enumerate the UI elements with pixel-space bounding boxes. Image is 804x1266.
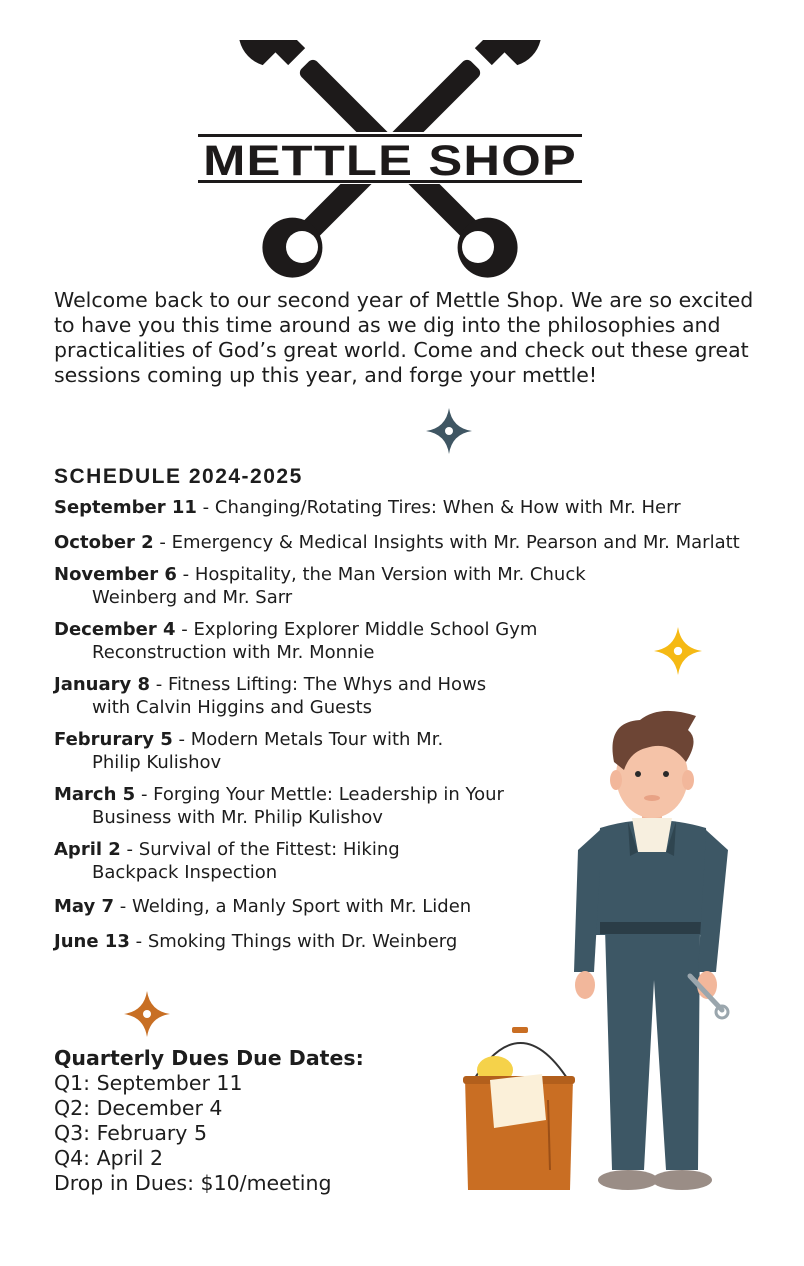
schedule-date: September 11 xyxy=(54,497,197,518)
schedule-item: May 7 - Welding, a Manly Sport with Mr. Liden xyxy=(54,896,472,917)
schedule-item: March 5 - Forging Your Mettle: Leadership in Your Business with Mr. Philip Kulishov xyxy=(54,784,504,828)
schedule-item: Februrary 5 - Modern Metals Tour with Mr. Philip Kulishov xyxy=(54,729,444,773)
sparkle-icon xyxy=(124,991,170,1037)
schedule-date: Februrary 5 xyxy=(54,729,173,750)
bucket-icon xyxy=(463,1027,575,1190)
quarterly-dues xyxy=(54,1046,364,1196)
dues-line: Q1: September 11 xyxy=(54,1071,243,1095)
schedule-desc: Modern Metals Tour with Mr. Philip Kulishov xyxy=(92,729,444,773)
schedule-item: January 8 - Fitness Lifting: The Whys and Hows with Calvin Higgins and Guests xyxy=(54,674,487,718)
dues-line: Q4: April 2 xyxy=(54,1146,164,1170)
intro-paragraph: Welcome back to our second year of Mettle Shop. We are so excited to have you this time around as we dig into the philosophies and practicalities of God’s great world. Come and check out these great sessions coming up this year, and forge your mettle! xyxy=(54,288,754,387)
schedule-item: December 4 - Exploring Explorer Middle School Gym Reconstruction with Mr. Monnie xyxy=(54,619,538,663)
logo-title: METTLE SHOP xyxy=(203,137,577,185)
dues-line: Q3: February 5 xyxy=(54,1121,207,1145)
schedule-item: April 2 - Survival of the Fittest: Hiking Backpack Inspection xyxy=(54,839,400,883)
mettle-shop-logo xyxy=(190,40,590,280)
schedule-item: September 11 - Changing/Rotating Tires: When & How with Mr. Herr xyxy=(54,497,681,518)
schedule-date: March 5 xyxy=(54,784,136,805)
schedule-desc: Survival of the Fittest: Hiking Backpack Inspection xyxy=(92,839,400,883)
schedule-date: May 7 xyxy=(54,896,115,917)
schedule-desc: Smoking Things with Dr. Weinberg xyxy=(147,930,458,952)
sparkle-icon xyxy=(654,627,702,675)
schedule-date: April 2 xyxy=(54,839,121,860)
schedule-title: SCHEDULE 2024-2025 xyxy=(54,465,303,488)
schedule-desc: Exploring Explorer Middle School Gym Reconstruction with Mr. Monnie xyxy=(92,619,538,663)
schedule-date: November 6 xyxy=(54,564,177,585)
sparkle-icon xyxy=(426,408,472,454)
schedule-desc: Forging Your Mettle: Leadership in Your Business with Mr. Philip Kulishov xyxy=(92,784,504,828)
schedule-desc: Emergency & Medical Insights with Mr. Pearson and Mr. Marlatt xyxy=(171,531,740,553)
schedule-desc: Welding, a Manly Sport with Mr. Liden xyxy=(131,896,472,917)
dues-title: Quarterly Dues Due Dates: xyxy=(54,1046,364,1070)
schedule-item: November 6 - Hospitality, the Man Version with Mr. Chuck Weinberg and Mr. Sarr xyxy=(54,564,586,608)
dues-line: Q2: December 4 xyxy=(54,1096,223,1120)
dues-line: Drop in Dues: $10/meeting xyxy=(54,1171,332,1195)
schedule-item: June 13 - Smoking Things with Dr. Weinberg xyxy=(54,930,458,952)
schedule-desc: Hospitality, the Man Version with Mr. Chuck Weinberg and Mr. Sarr xyxy=(92,564,586,608)
mechanic-illustration xyxy=(460,700,740,1200)
schedule-item: October 2 - Emergency & Medical Insights with Mr. Pearson and Mr. Marlatt xyxy=(54,531,740,553)
schedule-desc: Fitness Lifting: The Whys and Hows with Calvin Higgins and Guests xyxy=(92,674,487,718)
schedule-date: December 4 xyxy=(54,619,176,640)
schedule-date: June 13 xyxy=(54,930,130,952)
schedule-date: October 2 xyxy=(54,531,154,553)
schedule-desc: Changing/Rotating Tires: When & How with Mr. Herr xyxy=(214,497,681,518)
schedule-date: January 8 xyxy=(54,674,151,695)
